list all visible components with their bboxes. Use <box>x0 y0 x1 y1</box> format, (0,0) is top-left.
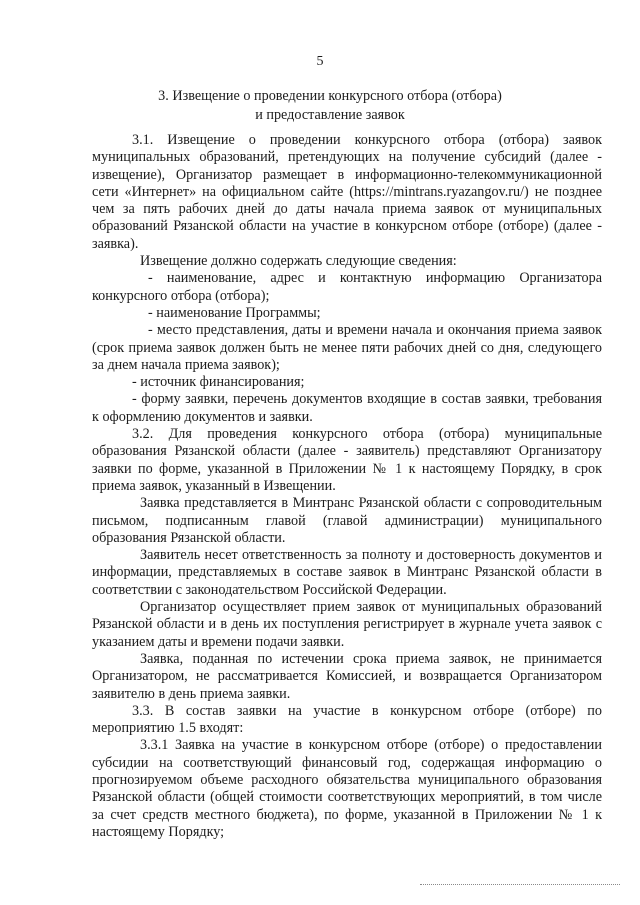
paragraph-organizer-registration: Организатор осуществляет прием заявок от муниципальных образований Рязанской области и в день их поступления регистрирует в журнале учета заявок с указанием даты и времени подачи заявки. <box>92 599 602 650</box>
page-number: 5 <box>316 54 324 69</box>
paragraph-3-1: 3.1. Извещение о проведении конкурсного отбора (отбора) заявок муниципальных образований, претендующих на получение субсидий (далее - извещение), Организатор размещает в информационно-телекоммуникационной сети «Интернет» на официальном сайте (https://mintrans.ryazangov.ru/) не позднее чем за пять рабочих дней до даты начала приема заявок от муниципальных образований Рязанской области на участие в конкурсном отборе (отборе) (далее - заявка). <box>92 132 602 252</box>
footer-divider <box>420 884 620 885</box>
paragraph-application-submission: Заявка представляется в Минтранс Рязанской области с сопроводительным письмом, подписанным главой (главой администрации) муниципального образования Рязанской области. <box>92 495 602 546</box>
section-title-line-1: 3. Извещение о проведении конкурсного отбора (отбора) <box>158 88 502 104</box>
document-body <box>92 132 602 841</box>
list-item-program-name: - наименование Программы; <box>148 304 321 321</box>
paragraph-notice-contents: Извещение должно содержать следующие сведения: <box>140 253 457 270</box>
list-item-funding-source: - источник финансирования; <box>132 374 305 391</box>
paragraph-late-applications: Заявка, поданная по истечении срока приема заявок, не принимается Организатором, не рассматривается Комиссией, и возвращается Организатором заявителю в день приема заявки. <box>92 650 602 702</box>
section-title-line-2: и предоставление заявок <box>255 107 405 123</box>
paragraph-applicant-responsibility: Заявитель несет ответственность за полноту и достоверность документов и информации, представляемых в составе заявок в Минтранс Рязанской области в соответствии с законодательством Российской Федерации. <box>92 547 602 598</box>
paragraph-3-2: 3.2. Для проведения конкурсного отбора (отбора) муниципальные образования Рязанской области (далее - заявитель) представляют Организатору заявки по форме, указанной в Приложении № 1 к настоящему Порядку, в срок приема заявок, указанный в Извещении. <box>92 426 602 494</box>
paragraph-3-3-1: 3.3.1 Заявка на участие в конкурсном отборе (отборе) о предоставлении субсидии на соответствующий финансовый год, содержащая информацию о прогнозируемом объеме расходного обязательства муниципального образования Рязанской области (общей стоимости соответствующих мероприятий, в том числе за счет средств местного бюджета), по форме, указанной в Приложении № 1 к настоящему Порядку; <box>92 737 602 840</box>
list-item-place-and-dates: - место представления, даты и времени начала и окончания приема заявок (срок приема заявок должен быть не менее пяти рабочих дней со дня, следующего за днем начала приема заявок); <box>92 322 602 373</box>
paragraph-3-3: 3.3. В состав заявки на участие в конкурсном отборе (отборе) по мероприятию 1.5 входят: <box>92 702 602 737</box>
section-title <box>60 87 600 125</box>
list-item-organizer-info: - наименование, адрес и контактную информацию Организатора конкурсного отбора (отбора); <box>92 270 602 304</box>
list-item-application-form: - форму заявки, перечень документов входящие в состав заявки, требования к оформлению документов и заявки. <box>92 391 602 425</box>
